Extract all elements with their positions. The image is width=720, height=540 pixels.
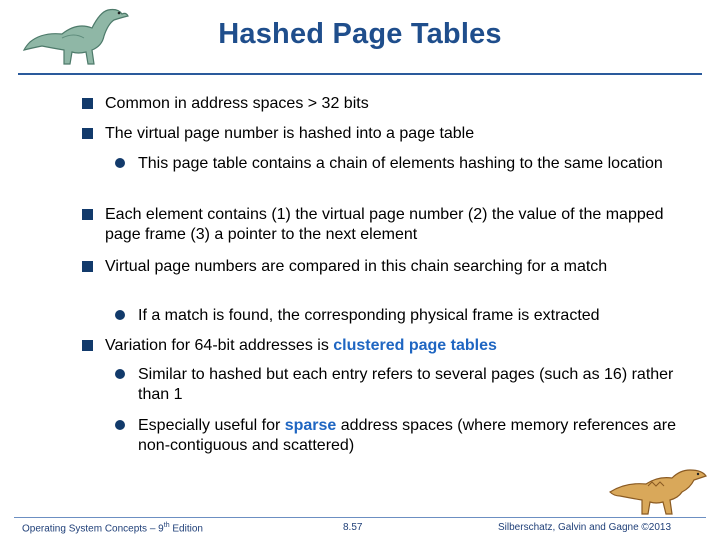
bullet-5-1: Similar to hashed but each entry refers to several pages (such as 16) rather than 1 [138, 366, 674, 403]
clustered-page-tables-term: clustered page tables [333, 337, 497, 354]
round-bullet-icon [115, 310, 125, 320]
square-bullet-icon [82, 128, 93, 139]
bullet-5-2-post: address spaces (where memory references are non-contiguous and scattered) [138, 417, 677, 454]
footer-book-title [22, 522, 203, 534]
dinosaur-footer-icon [608, 462, 712, 516]
bullet-2: The virtual page number is hashed into a page table [105, 125, 475, 142]
bullet-3: Each element contains (1) the virtual page number (2) the value of the mapped page frame (3) a pointer to the next element [105, 206, 664, 243]
bullet-2-1: This page table contains a chain of elements hashing to the same location [138, 155, 663, 172]
slide-title: Hashed Page Tables [218, 18, 502, 50]
footer-copyright: Silberschatz, Galvin and Gagne ©2013 [498, 522, 672, 533]
sparse-term: sparse [284, 417, 337, 434]
bullet-5-2 [138, 416, 678, 456]
round-bullet-icon [115, 369, 125, 379]
footer-book-post: Edition [169, 523, 203, 535]
footer-book-sup: th [163, 522, 170, 529]
bullet-5-2-pre: Especially useful for [138, 417, 285, 434]
square-bullet-icon [82, 261, 93, 272]
footer-divider [14, 517, 706, 518]
footer-book-pre: Operating System Concepts – 9 [22, 523, 164, 535]
round-bullet-icon [115, 420, 125, 430]
bullet-4: Virtual page numbers are compared in this chain searching for a match [105, 258, 608, 275]
bullet-5-text: Variation for 64-bit addresses is [105, 337, 334, 354]
square-bullet-icon [82, 209, 93, 220]
square-bullet-icon [82, 340, 93, 351]
bullet-5 [105, 336, 675, 356]
square-bullet-icon [82, 98, 93, 109]
round-bullet-icon [115, 158, 125, 168]
bullet-1: Common in address spaces > 32 bits [105, 95, 369, 112]
footer-page-number: 8.57 [343, 522, 363, 533]
bullet-4-1: If a match is found, the corresponding physical frame is extracted [138, 307, 600, 324]
